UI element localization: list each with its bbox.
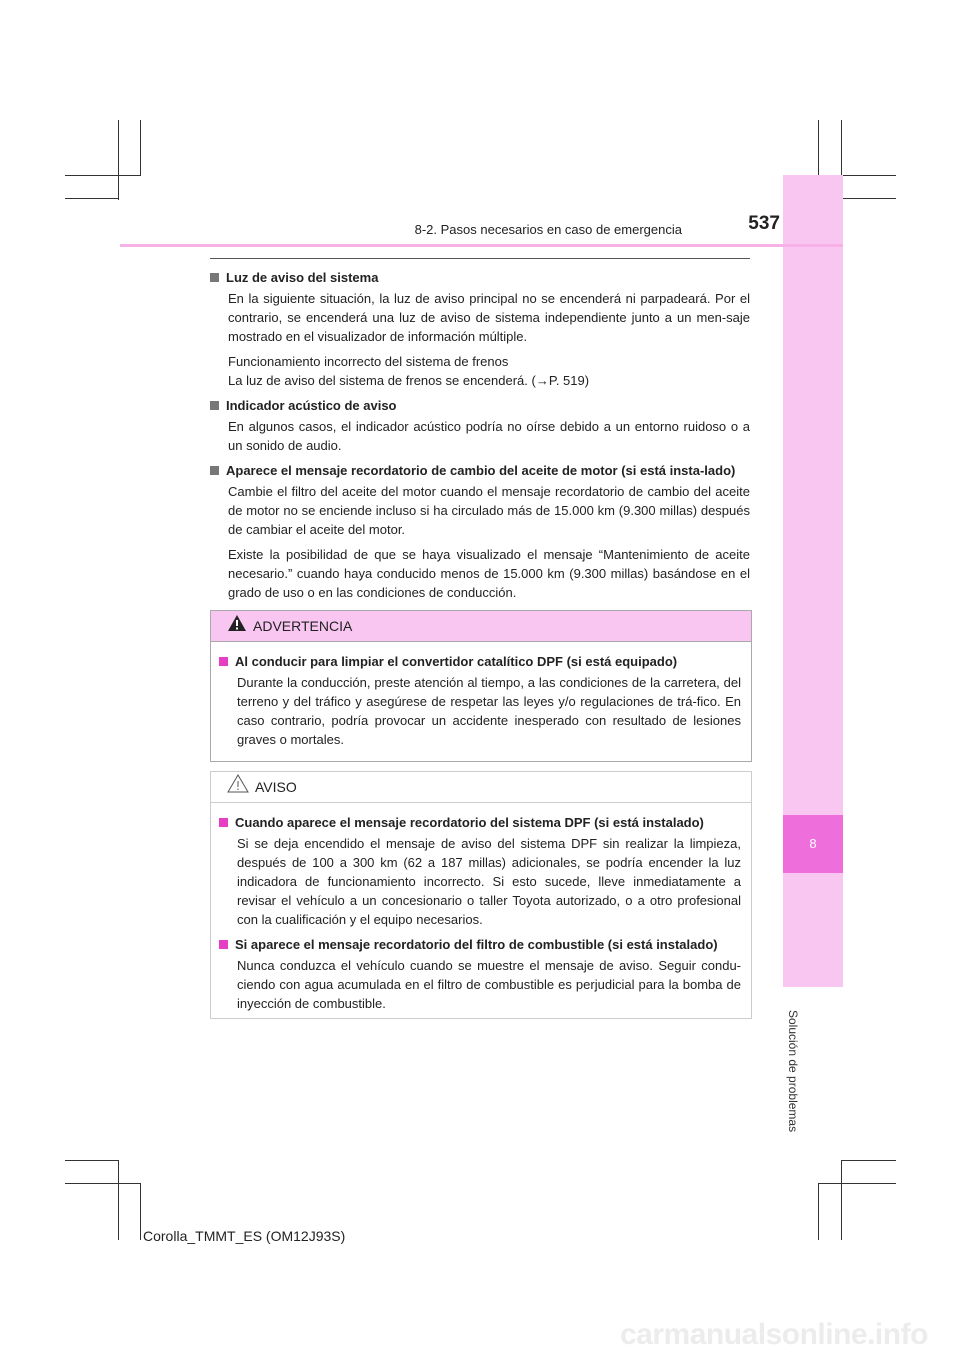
notice-item-title: Cuando aparece el mensaje recordatorio del sistema DPF (si está instalado) [235,815,704,830]
square-bullet-icon [210,273,219,282]
section-title: Indicador acústico de aviso [226,398,397,413]
page-number: 537 [748,213,780,234]
paragraph: Cambie el filtro del aceite del motor cuando el mensaje recordatorio de cambio del aceite de motor no se enciende incluso si ha circulado más de 15.000 km (9.300 millas) después de cambiar el aceite del motor. [228,484,750,537]
crop-mark [818,120,819,176]
crop-mark [65,1183,141,1184]
crop-mark [140,1184,141,1240]
notice-item-title: Si aparece el mensaje recordatorio del filtro de combustible (si está instalado) [235,937,718,952]
crop-mark [818,1183,896,1184]
square-bullet-icon [219,657,228,666]
paragraph: Existe la posibilidad de que se haya visualizado el mensaje “Mantenimiento de aceite necesario.” cuando haya conducido menos de 15.000 km (9.300 millas) basándose en el grado de uso o en las condiciones de conducción. [228,547,750,600]
section-oil-reminder [210,461,750,602]
warning-triangle-icon [227,612,247,642]
main-content [210,258,750,608]
crop-mark [841,198,896,199]
paragraph: En algunos casos, el indicador acústico podría no oírse debido a un entorno ruidoso o a un sonido de audio. [228,419,750,453]
crop-mark [818,1184,819,1240]
square-bullet-icon [219,818,228,827]
warning-item-title: Al conducir para limpiar el convertidor catalítico DPF (si está equipado) [235,654,678,669]
notice-heading: AVISO [255,779,297,795]
crop-mark [118,1160,119,1240]
crop-mark [140,120,141,176]
watermark: carmanualsonline.info [620,1318,928,1351]
section-system-warning-light [210,268,750,390]
section-title: Luz de aviso del sistema [226,270,379,285]
notice-item-text: Si se deja encendido el mensaje de aviso del sistema DPF sin realizar la limpieza, después de 100 a 300 km (62 a 187 millas) adicionales, se podría encender la luz indicadora de funcionamiento incorrecto. Si esto sucede, lleve inmediatamente a revisar el vehículo a un concesionario o taller Toyota autorizado, o a otro profesional con la cualificación y el equipo necesarios. [237,836,741,927]
crop-mark [65,1160,118,1161]
section-title: Aparece el mensaje recordatorio de cambio del aceite de motor (si está insta-lado) [226,463,736,478]
warning-heading: ADVERTENCIA [253,618,353,634]
notice-header [211,772,751,803]
header-title: 8-2. Pasos necesarios en caso de emergencia [414,222,682,237]
warning-header [211,611,751,642]
crop-mark [65,198,118,199]
crop-mark [841,1160,842,1240]
square-bullet-icon [210,401,219,410]
section-buzzer [210,396,750,455]
crop-mark [65,175,141,176]
paragraph: La luz de aviso del sistema de frenos se encenderá. (→P. 519) [228,373,590,388]
square-bullet-icon [219,940,228,949]
crop-mark [841,1160,896,1161]
header-rule [120,244,843,247]
warning-item-text: Durante la conducción, preste atención al tiempo, a las condiciones de la carretera, del terreno y del tráfico y asegúrese de respetar las leyes y/o regulaciones de trá-fico. En caso contrario, podría provocar un accidente inesperado con resultado de lesiones graves o mortales. [237,675,741,747]
notice-box [210,771,752,1019]
paragraph: En la siguiente situación, la luz de aviso principal no se encenderá ni parpadeará. Por el contrario, se encenderá una luz de aviso de sistema independiente junto a un men-saje mostrado en el visualizador de información múltiple. [228,291,750,344]
warning-box [210,610,752,762]
chapter-label: Solución de problemas [786,1010,800,1133]
crop-mark [118,120,119,200]
caution-triangle-icon [227,773,249,803]
chapter-number: 8 [783,815,843,873]
notice-item-text: Nunca conduzca el vehículo cuando se muestre el mensaje de aviso. Seguir condu-ciendo con agua acumulada en el filtro de combustible es perjudicial para la bomba de inyección de combustible. [237,958,741,1011]
paragraph: Funcionamiento incorrecto del sistema de frenos [228,354,509,369]
square-bullet-icon [210,466,219,475]
footer-text: Corolla_TMMT_ES (OM12J93S) [143,1228,346,1244]
